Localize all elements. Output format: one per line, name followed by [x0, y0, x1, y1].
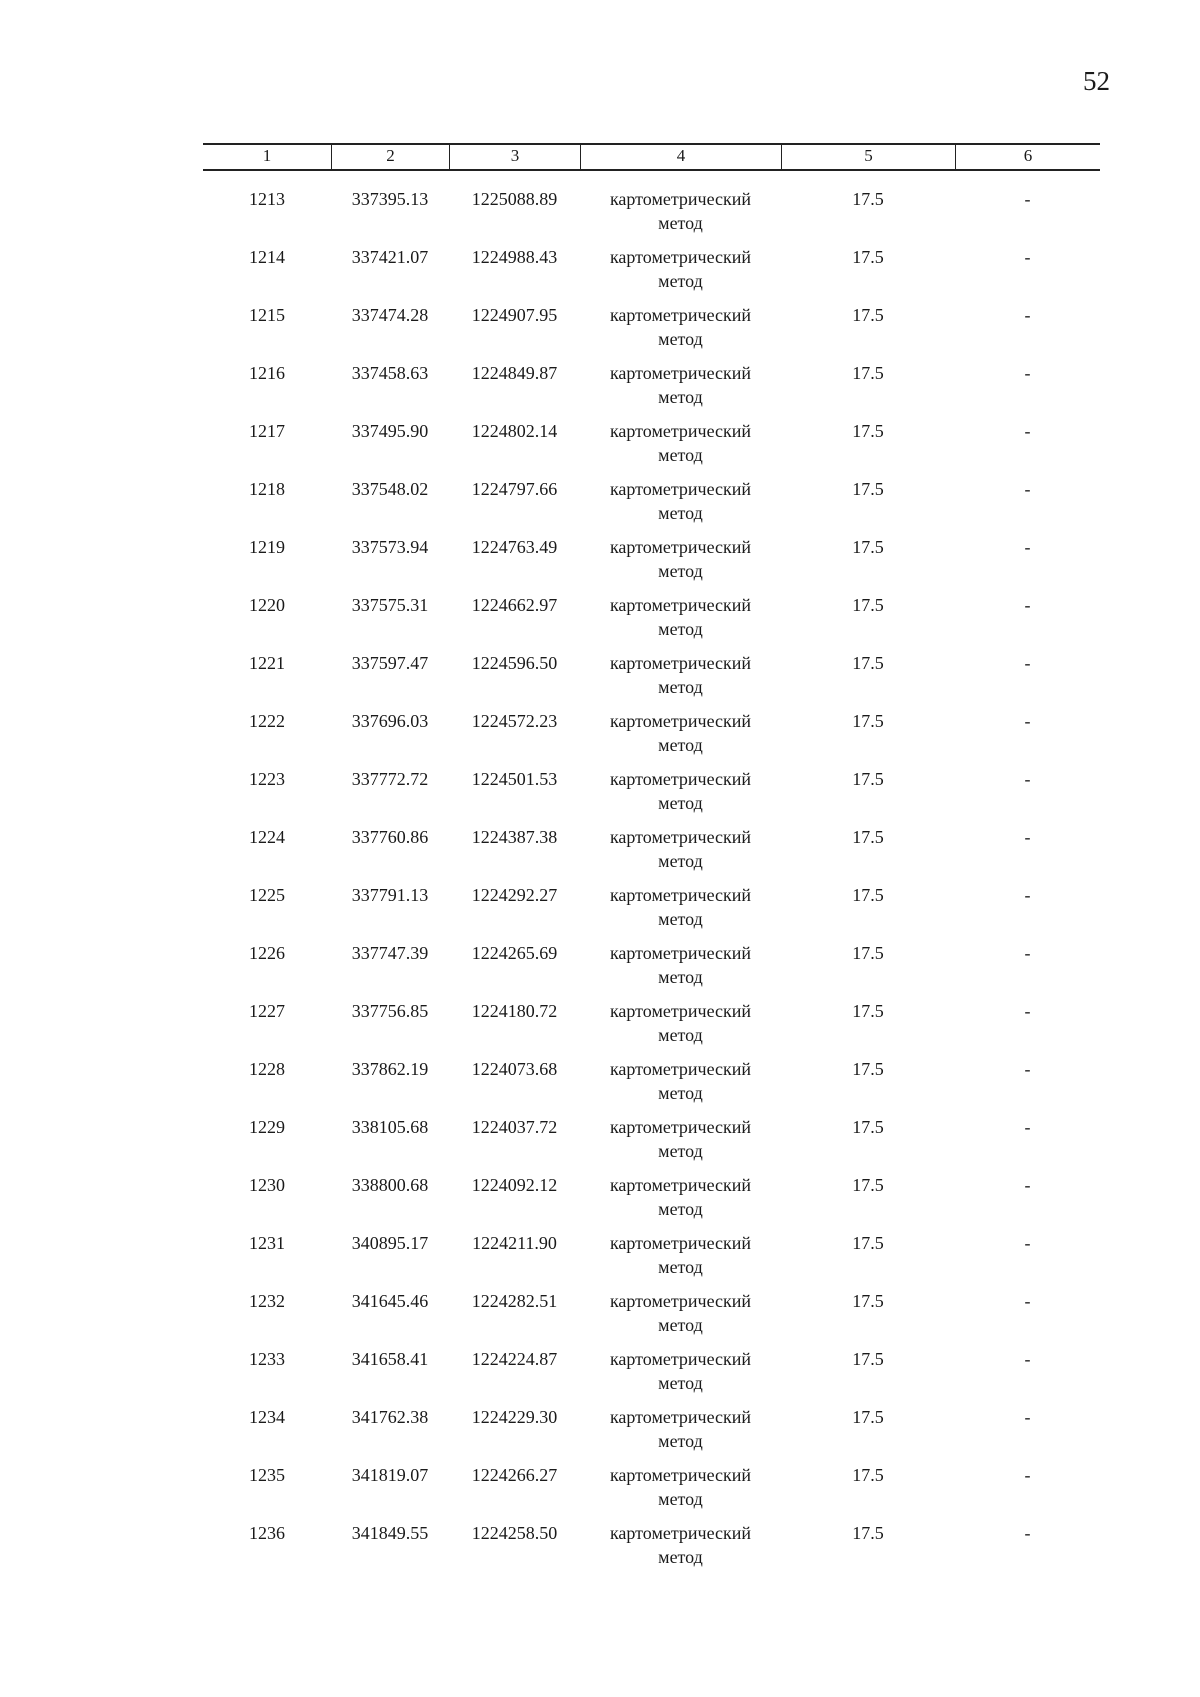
- header-cell: 4: [580, 145, 781, 169]
- description-cell: -: [1024, 827, 1031, 847]
- method-line-1: картометрический: [609, 595, 752, 615]
- method-cell: [580, 303, 781, 361]
- y-coordinate-cell: 1225088.89: [471, 189, 558, 209]
- precision-cell: 17.5: [852, 363, 884, 383]
- point-number-cell: 1213: [249, 189, 285, 209]
- point-number-cell: 1229: [249, 1117, 285, 1137]
- method-line-2: метод: [658, 967, 703, 987]
- description-cell: -: [1024, 421, 1031, 441]
- precision-cell: 17.5: [852, 653, 884, 673]
- header-cell: 6: [955, 145, 1100, 169]
- x-coordinate-cell: 338105.68: [351, 1117, 429, 1137]
- method-cell: [580, 1289, 781, 1347]
- table-row: [203, 767, 1100, 825]
- point-number-cell: 1223: [249, 769, 285, 789]
- description-cell: -: [1024, 943, 1031, 963]
- description-cell: -: [1024, 885, 1031, 905]
- y-coordinate-cell: 1224596.50: [471, 653, 558, 673]
- precision-cell: 17.5: [852, 711, 884, 731]
- header-cell: 5: [781, 145, 955, 169]
- description-cell: -: [1024, 1175, 1031, 1195]
- description-cell: -: [1024, 595, 1031, 615]
- table-row: [203, 941, 1100, 999]
- table-row: [203, 535, 1100, 593]
- point-number-cell: 1221: [249, 653, 285, 673]
- method-line-1: картометрический: [609, 1175, 752, 1195]
- method-cell: [580, 1115, 781, 1173]
- method-line-1: картометрический: [609, 1059, 752, 1079]
- header-cell: 1: [262, 146, 272, 165]
- table-row: [203, 825, 1100, 883]
- table-row: [203, 477, 1100, 535]
- table-row: [203, 1521, 1100, 1579]
- x-coordinate-cell: 340895.17: [351, 1233, 429, 1253]
- x-coordinate-cell: 337756.85: [351, 1001, 429, 1021]
- table-row: [203, 1289, 1100, 1347]
- method-line-1: картометрический: [609, 769, 752, 789]
- method-line-2: метод: [658, 1489, 703, 1509]
- y-coordinate-cell: 1224849.87: [471, 363, 558, 383]
- x-coordinate-cell: 337575.31: [351, 595, 429, 615]
- method-cell: [580, 941, 781, 999]
- method-cell: [580, 825, 781, 883]
- description-cell: -: [1024, 1407, 1031, 1427]
- method-cell: [580, 883, 781, 941]
- y-coordinate-cell: 1224037.72: [471, 1117, 558, 1137]
- method-cell: [580, 651, 781, 709]
- precision-cell: 17.5: [852, 1059, 884, 1079]
- method-line-1: картометрический: [609, 1407, 752, 1427]
- x-coordinate-cell: 341762.38: [351, 1407, 429, 1427]
- table-row: [203, 1347, 1100, 1405]
- y-coordinate-cell: 1224224.87: [471, 1349, 558, 1369]
- method-cell: [580, 361, 781, 419]
- method-line-1: картометрический: [609, 305, 752, 325]
- method-line-2: метод: [658, 793, 703, 813]
- x-coordinate-cell: 337597.47: [351, 653, 429, 673]
- point-number-cell: 1230: [249, 1175, 285, 1195]
- description-cell: -: [1024, 189, 1031, 209]
- y-coordinate-cell: 1224292.27: [471, 885, 558, 905]
- table-row: [203, 303, 1100, 361]
- x-coordinate-cell: 337495.90: [351, 421, 429, 441]
- method-line-2: метод: [658, 1025, 703, 1045]
- y-coordinate-cell: 1224092.12: [471, 1175, 558, 1195]
- table-row: [203, 883, 1100, 941]
- y-coordinate-cell: 1224282.51: [471, 1291, 558, 1311]
- point-number-cell: 1236: [249, 1523, 285, 1543]
- method-line-1: картометрический: [609, 421, 752, 441]
- method-line-2: метод: [658, 329, 703, 349]
- point-number-cell: 1216: [249, 363, 285, 383]
- method-line-1: картометрический: [609, 885, 752, 905]
- page-number: 52: [1083, 66, 1110, 96]
- method-line-2: метод: [658, 1141, 703, 1161]
- y-coordinate-cell: 1224988.43: [471, 247, 558, 267]
- x-coordinate-cell: 337458.63: [351, 363, 429, 383]
- y-coordinate-cell: 1224662.97: [471, 595, 558, 615]
- method-line-1: картометрический: [609, 653, 752, 673]
- point-number-cell: 1232: [249, 1291, 285, 1311]
- point-number-cell: 1235: [249, 1465, 285, 1485]
- method-cell: [580, 1405, 781, 1463]
- method-line-2: метод: [658, 1083, 703, 1103]
- method-cell: [580, 419, 781, 477]
- y-coordinate-cell: 1224211.90: [472, 1233, 557, 1253]
- table-row: [203, 999, 1100, 1057]
- precision-cell: 17.5: [852, 827, 884, 847]
- description-cell: -: [1024, 1233, 1031, 1253]
- description-cell: -: [1024, 479, 1031, 499]
- table-row: [203, 419, 1100, 477]
- precision-cell: 17.5: [852, 305, 884, 325]
- header-cell: 3: [449, 145, 580, 169]
- x-coordinate-cell: 337862.19: [351, 1059, 429, 1079]
- point-number-cell: 1231: [249, 1233, 285, 1253]
- description-cell: -: [1024, 711, 1031, 731]
- method-line-1: картометрический: [609, 1523, 752, 1543]
- point-number-cell: 1234: [249, 1407, 285, 1427]
- method-cell: [580, 999, 781, 1057]
- y-coordinate-cell: 1224229.30: [471, 1407, 558, 1427]
- method-line-2: метод: [658, 909, 703, 929]
- x-coordinate-cell: 341645.46: [351, 1291, 429, 1311]
- description-cell: -: [1024, 363, 1031, 383]
- method-cell: [580, 709, 781, 767]
- method-line-1: картометрический: [609, 1001, 752, 1021]
- precision-cell: 17.5: [852, 1523, 884, 1543]
- point-number-cell: 1222: [249, 711, 285, 731]
- method-line-1: картометрический: [609, 1233, 752, 1253]
- y-coordinate-cell: 1224802.14: [471, 421, 558, 441]
- x-coordinate-cell: 337548.02: [351, 479, 429, 499]
- method-line-1: картометрический: [609, 247, 752, 267]
- method-line-2: метод: [658, 445, 703, 465]
- precision-cell: 17.5: [852, 247, 884, 267]
- x-coordinate-cell: 337772.72: [351, 769, 429, 789]
- method-line-1: картометрический: [609, 189, 752, 209]
- precision-cell: 17.5: [852, 537, 884, 557]
- method-cell: [580, 1521, 781, 1579]
- table-row: [203, 1173, 1100, 1231]
- point-number-cell: 1217: [249, 421, 285, 441]
- method-line-2: метод: [658, 213, 703, 233]
- x-coordinate-cell: 337421.07: [351, 247, 429, 267]
- method-line-2: метод: [658, 1257, 703, 1277]
- method-cell: [580, 1347, 781, 1405]
- description-cell: -: [1024, 1349, 1031, 1369]
- precision-cell: 17.5: [852, 885, 884, 905]
- method-line-2: метод: [658, 503, 703, 523]
- method-line-2: метод: [658, 677, 703, 697]
- method-cell: [580, 1057, 781, 1115]
- header-cell: 2: [331, 145, 449, 169]
- table-row: [203, 1463, 1100, 1521]
- method-line-1: картометрический: [609, 537, 752, 557]
- method-cell: [580, 1173, 781, 1231]
- x-coordinate-cell: 337696.03: [351, 711, 429, 731]
- precision-cell: 17.5: [852, 1407, 884, 1427]
- table-row: [203, 187, 1100, 245]
- y-coordinate-cell: 1224797.66: [471, 479, 558, 499]
- method-line-2: метод: [658, 851, 703, 871]
- precision-cell: 17.5: [852, 421, 884, 441]
- y-coordinate-cell: 1224907.95: [471, 305, 558, 325]
- y-coordinate-cell: 1224265.69: [471, 943, 558, 963]
- table-row: [203, 1115, 1100, 1173]
- y-coordinate-cell: 1224266.27: [471, 1465, 558, 1485]
- table-row: [203, 1057, 1100, 1115]
- description-cell: -: [1024, 769, 1031, 789]
- table-row: [203, 709, 1100, 767]
- method-cell: [580, 1231, 781, 1289]
- table-row: [203, 651, 1100, 709]
- method-line-1: картометрический: [609, 479, 752, 499]
- precision-cell: 17.5: [852, 1233, 884, 1253]
- method-line-1: картометрический: [609, 943, 752, 963]
- point-number-cell: 1215: [249, 305, 285, 325]
- y-coordinate-cell: 1224180.72: [471, 1001, 558, 1021]
- x-coordinate-cell: 337573.94: [351, 537, 429, 557]
- y-coordinate-cell: 1224387.38: [471, 827, 558, 847]
- x-coordinate-cell: 341658.41: [351, 1349, 429, 1369]
- precision-cell: 17.5: [852, 1465, 884, 1485]
- point-number-cell: 1227: [249, 1001, 285, 1021]
- table-row: [203, 245, 1100, 303]
- x-coordinate-cell: 337474.28: [351, 305, 429, 325]
- method-line-2: метод: [658, 387, 703, 407]
- description-cell: -: [1024, 1117, 1031, 1137]
- table-row: [203, 593, 1100, 651]
- point-number-cell: 1224: [249, 827, 285, 847]
- x-coordinate-cell: 337395.13: [351, 189, 429, 209]
- method-cell: [580, 187, 781, 245]
- x-coordinate-cell: 337791.13: [351, 885, 429, 905]
- x-coordinate-cell: 341849.55: [351, 1523, 429, 1543]
- point-number-cell: 1214: [249, 247, 285, 267]
- point-number-cell: 1219: [249, 537, 285, 557]
- precision-cell: 17.5: [852, 1349, 884, 1369]
- description-cell: -: [1024, 1523, 1031, 1543]
- method-line-2: метод: [658, 735, 703, 755]
- y-coordinate-cell: 1224572.23: [471, 711, 558, 731]
- x-coordinate-cell: 338800.68: [351, 1175, 429, 1195]
- method-line-1: картометрический: [609, 711, 752, 731]
- method-line-2: метод: [658, 271, 703, 291]
- precision-cell: 17.5: [852, 1117, 884, 1137]
- table-body: [203, 187, 1100, 1579]
- point-number-cell: 1225: [249, 885, 285, 905]
- y-coordinate-cell: 1224501.53: [471, 769, 558, 789]
- description-cell: -: [1024, 1059, 1031, 1079]
- method-line-2: метод: [658, 1547, 703, 1567]
- method-cell: [580, 767, 781, 825]
- point-number-cell: 1220: [249, 595, 285, 615]
- method-line-1: картометрический: [609, 1291, 752, 1311]
- precision-cell: 17.5: [852, 479, 884, 499]
- precision-cell: 17.5: [852, 943, 884, 963]
- method-line-1: картометрический: [609, 1465, 752, 1485]
- method-line-2: метод: [658, 619, 703, 639]
- precision-cell: 17.5: [852, 1175, 884, 1195]
- method-cell: [580, 477, 781, 535]
- description-cell: -: [1024, 1001, 1031, 1021]
- method-line-2: метод: [658, 561, 703, 581]
- method-cell: [580, 245, 781, 303]
- precision-cell: 17.5: [852, 769, 884, 789]
- table-row: [203, 361, 1100, 419]
- method-line-2: метод: [658, 1373, 703, 1393]
- method-line-1: картометрический: [609, 363, 752, 383]
- method-line-1: картометрический: [609, 827, 752, 847]
- x-coordinate-cell: 337760.86: [351, 827, 429, 847]
- method-line-1: картометрический: [609, 1117, 752, 1137]
- description-cell: -: [1024, 247, 1031, 267]
- method-line-2: метод: [658, 1199, 703, 1219]
- table-header: [203, 143, 1100, 171]
- description-cell: -: [1024, 1291, 1031, 1311]
- method-cell: [580, 535, 781, 593]
- precision-cell: 17.5: [852, 1001, 884, 1021]
- point-number-cell: 1218: [249, 479, 285, 499]
- method-cell: [580, 593, 781, 651]
- description-cell: -: [1024, 537, 1031, 557]
- precision-cell: 17.5: [852, 1291, 884, 1311]
- y-coordinate-cell: 1224073.68: [471, 1059, 558, 1079]
- coordinates-table: [203, 143, 1100, 1579]
- x-coordinate-cell: 341819.07: [351, 1465, 429, 1485]
- method-cell: [580, 1463, 781, 1521]
- precision-cell: 17.5: [852, 595, 884, 615]
- point-number-cell: 1228: [249, 1059, 285, 1079]
- method-line-1: картометрический: [609, 1349, 752, 1369]
- x-coordinate-cell: 337747.39: [351, 943, 429, 963]
- y-coordinate-cell: 1224258.50: [471, 1523, 558, 1543]
- description-cell: -: [1024, 653, 1031, 673]
- point-number-cell: 1233: [249, 1349, 285, 1369]
- method-line-2: метод: [658, 1315, 703, 1335]
- y-coordinate-cell: 1224763.49: [471, 537, 558, 557]
- description-cell: -: [1024, 1465, 1031, 1485]
- table-row: [203, 1231, 1100, 1289]
- precision-cell: 17.5: [852, 189, 884, 209]
- description-cell: -: [1024, 305, 1031, 325]
- method-line-2: метод: [658, 1431, 703, 1451]
- table-row: [203, 1405, 1100, 1463]
- point-number-cell: 1226: [249, 943, 285, 963]
